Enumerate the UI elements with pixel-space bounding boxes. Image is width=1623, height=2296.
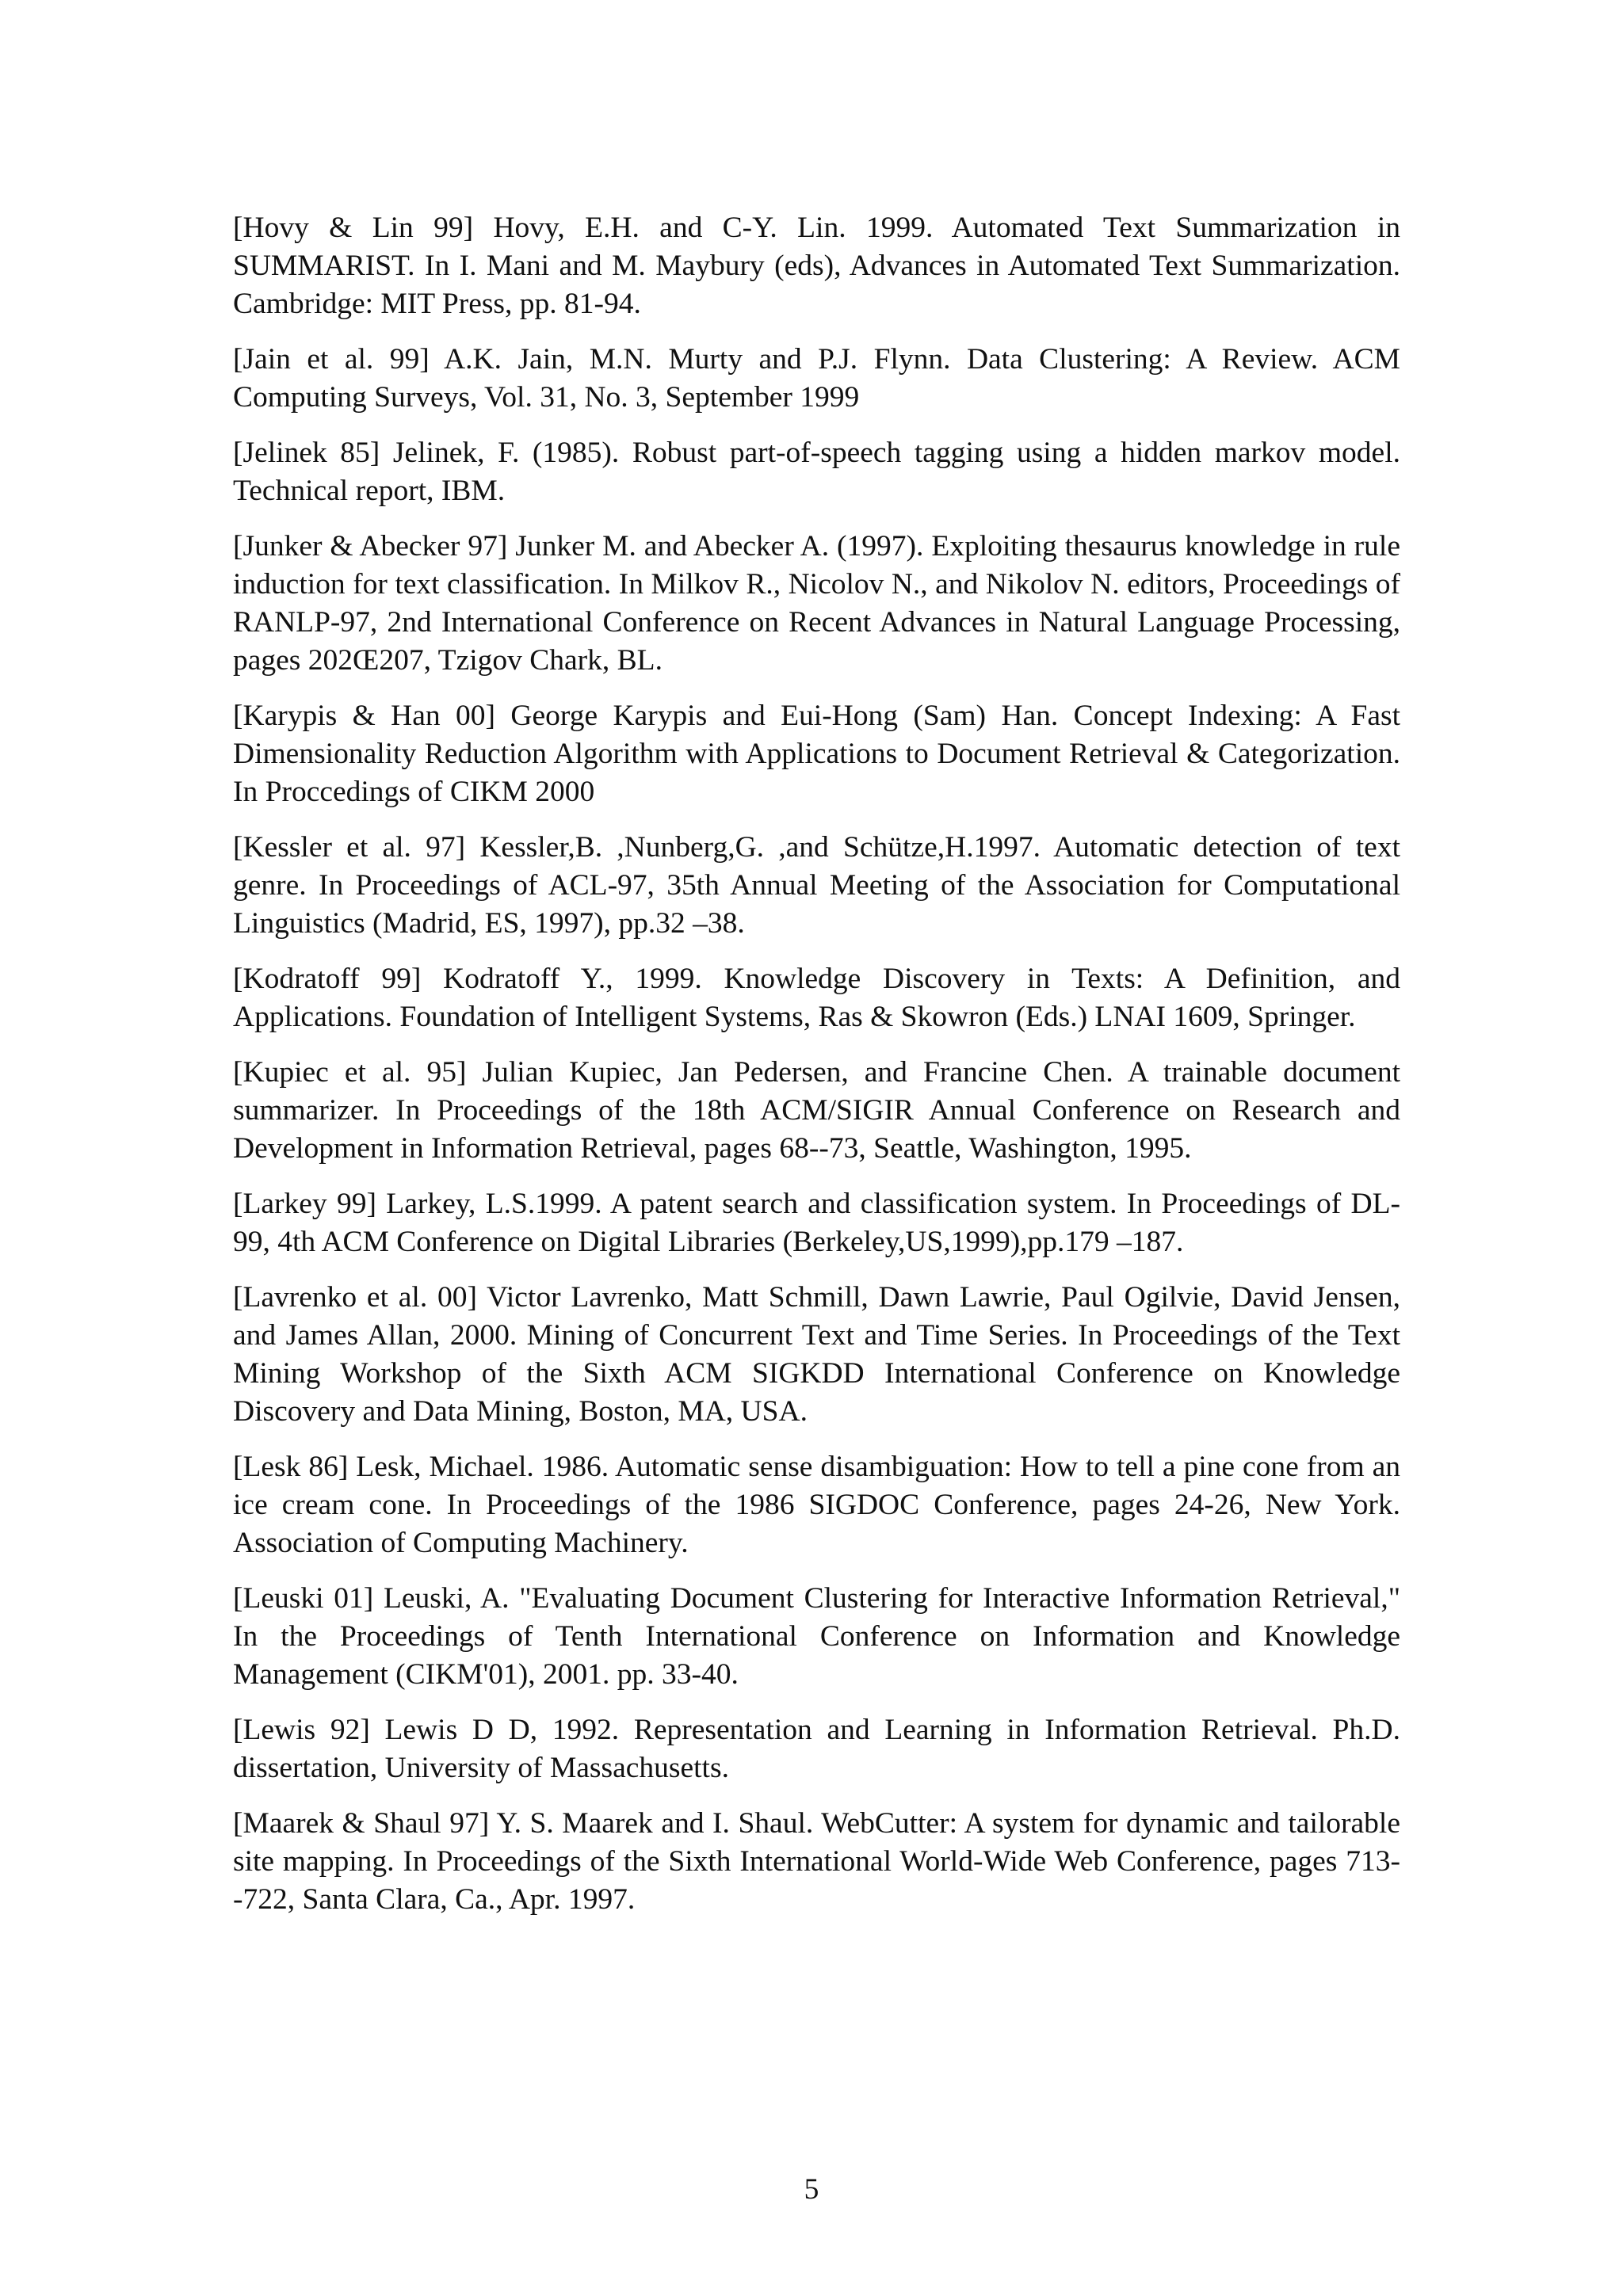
reference-entry: [Kessler et al. 97] Kessler,B. ,Nunberg,G. ,and Schütze,H.1997. Automatic detection of text genre. In Proceedings of ACL-97, 35th Annual Meeting of the Association for Computational Linguistics (Madrid, ES, 1997), pp.32 –38. [233,831,1400,940]
reference-entry: [Jain et al. 99] A.K. Jain, M.N. Murty and P.J. Flynn. Data Clustering: A Review. ACM Computing Surveys, Vol. 31, No. 3, September 1999 [233,343,1400,414]
reference-entry: [Jelinek 85] Jelinek, F. (1985). Robust part-of-speech tagging using a hidden markov model. Technical report, IBM. [233,437,1400,507]
reference-entry: [Larkey 99] Larkey, L.S.1999. A patent search and classification system. In Proceedings of DL-99, 4th ACM Conference on Digital Libraries (Berkeley,US,1999),pp.179 –187. [233,1188,1400,1258]
reference-entry: [Kodratoff 99] Kodratoff Y., 1999. Knowledge Discovery in Texts: A Definition, and Applications. Foundation of Intelligent Systems, Ras & Skowron (Eds.) LNAI 1609, Springer. [233,963,1400,1033]
page-number: 5 [804,2173,819,2206]
reference-entry: [Lavrenko et al. 00] Victor Lavrenko, Matt Schmill, Dawn Lawrie, Paul Ogilvie, David Jensen, and James Allan, 2000. Mining of Concurrent Text and Time Series. In Proceedings of the Text Mining Workshop of the Sixth ACM SIGKDD International Conference on Knowledge Discovery and Data Mining, Boston, MA, USA. [233,1281,1400,1428]
reference-entry: [Leuski 01] Leuski, A. "Evaluating Document Clustering for Interactive Information Retrieval," In the Proceedings of Tenth International Conference on Information and Knowledge Management (CIKM'01), 2001. pp. 33-40. [233,1582,1400,1691]
reference-entry: [Karypis & Han 00] George Karypis and Eui-Hong (Sam) Han. Concept Indexing: A Fast Dimensionality Reduction Algorithm with Applications to Document Retrieval & Categorization. In Proccedings of CIKM 2000 [233,700,1400,808]
reference-entry: [Hovy & Lin 99] Hovy, E.H. and C-Y. Lin. 1999. Automated Text Summarization in SUMMARIST. In I. Mani and M. Maybury (eds), Advances in Automated Text Summarization. Cambridge: MIT Press, pp. 81-94. [233,212,1400,320]
reference-entry: [Maarek & Shaul 97] Y. S. Maarek and I. Shaul. WebCutter: A system for dynamic and tailorable site mapping. In Proceedings of the Sixth International World-Wide Web Conference, pages 713--722, Santa Clara, Ca., Apr. 1997. [233,1807,1400,1916]
reference-list [233,209,1400,1919]
reference-entry: [Lesk 86] Lesk, Michael. 1986. Automatic sense disambiguation: How to tell a pine cone from an ice cream cone. In Proceedings of the 1986 SIGDOC Conference, pages 24-26, New York. Association of Computing Machinery. [233,1451,1400,1559]
reference-entry: [Kupiec et al. 95] Julian Kupiec, Jan Pedersen, and Francine Chen. A trainable document summarizer. In Proceedings of the 18th ACM/SIGIR Annual Conference on Research and Development in Information Retrieval, pages 68--73, Seattle, Washington, 1995. [233,1056,1400,1165]
reference-entry: [Lewis 92] Lewis D D, 1992. Representation and Learning in Information Retrieval. Ph.D. dissertation, University of Massachusetts. [233,1714,1400,1784]
reference-entry: [Junker & Abecker 97] Junker M. and Abecker A. (1997). Exploiting thesaurus knowledge in rule induction for text classification. In Milkov R., Nicolov N., and Nikolov N. editors, Proceedings of RANLP-97, 2nd International Conference on Recent Advances in Natural Language Processing, pages 202Œ207, Tzigov Chark, BL. [233,530,1400,677]
